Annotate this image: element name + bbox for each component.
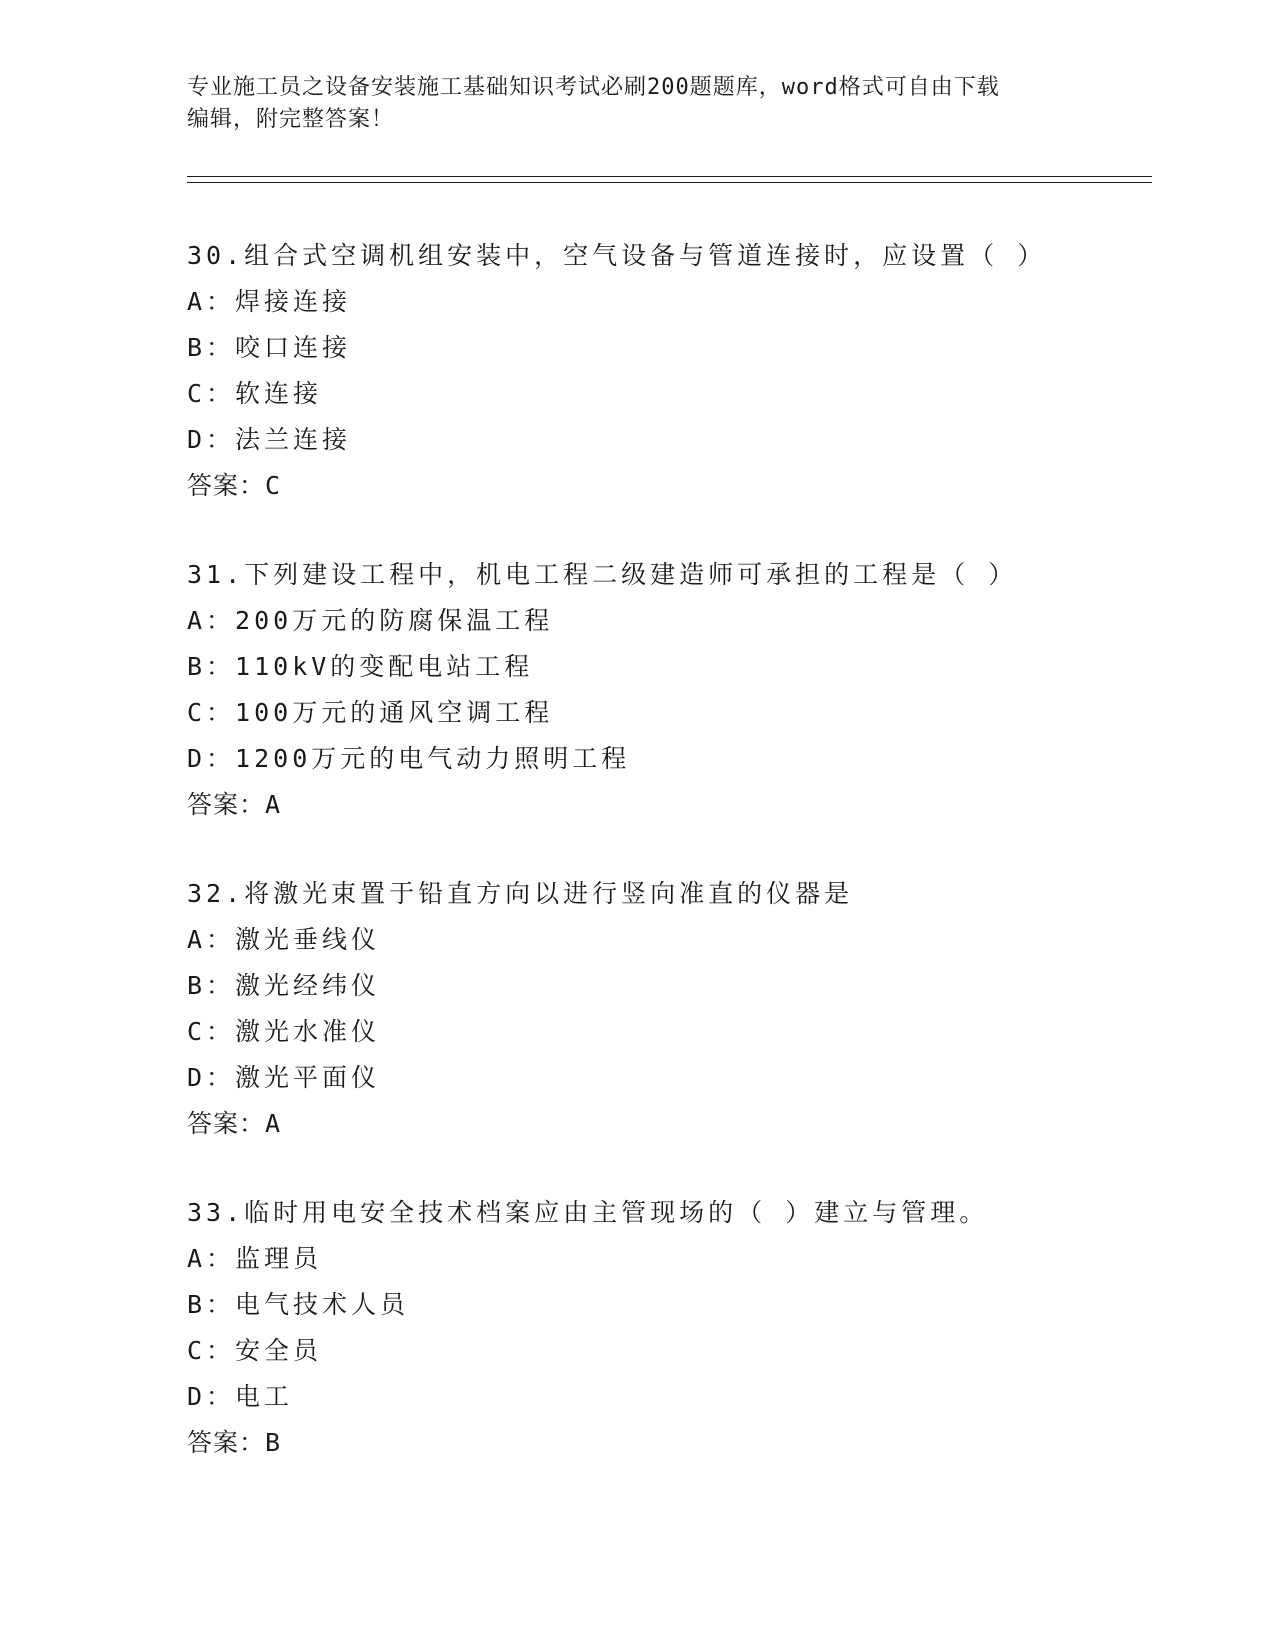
question-stem: 33.临时用电安全技术档案应由主管现场的（ ）建立与管理。	[187, 1198, 989, 1227]
answer-value: B	[265, 1428, 282, 1457]
option-a: A：焊接连接	[187, 287, 352, 316]
option-a: A：200万元的防腐保温工程	[187, 606, 554, 635]
option-a: A：激光垂线仪	[187, 925, 381, 954]
question-31	[187, 552, 1152, 871]
answer-value: A	[265, 1109, 282, 1138]
question-33	[187, 1190, 1152, 1509]
option-d: D：电工	[187, 1382, 294, 1411]
option-c: C：激光水准仪	[187, 1017, 381, 1046]
header-line-2: 编辑，附完整答案！	[187, 107, 395, 132]
header-line-1: 专业施工员之设备安装施工基础知识考试必刷200题题库，word格式可自由下载	[187, 75, 1000, 100]
answer-label: 答案：	[187, 1109, 266, 1138]
option-b: B：咬口连接	[187, 333, 352, 362]
question-32	[187, 871, 1152, 1190]
option-b: B：电气技术人员	[187, 1290, 410, 1319]
option-c: C：安全员	[187, 1336, 323, 1365]
answer-line	[187, 782, 1152, 828]
question-list	[187, 233, 1152, 1509]
question-stem: 31.下列建设工程中，机电工程二级建造师可承担的工程是（ ）	[187, 560, 1018, 589]
option-c: C：软连接	[187, 379, 323, 408]
answer-line	[187, 1420, 1152, 1466]
question-30	[187, 233, 1152, 552]
option-b: B：激光经纬仪	[187, 971, 381, 1000]
option-c: C：100万元的通风空调工程	[187, 698, 554, 727]
option-d: D：1200万元的电气动力照明工程	[187, 744, 631, 773]
document-header	[187, 72, 1087, 136]
header-double-rule	[187, 176, 1152, 183]
answer-line	[187, 463, 1152, 509]
option-b: B：110kV的变配电站工程	[187, 652, 534, 681]
answer-value: C	[265, 471, 282, 500]
option-a: A：监理员	[187, 1244, 323, 1273]
question-stem: 32.将激光束置于铅直方向以进行竖向准直的仪器是	[187, 879, 854, 908]
answer-line	[187, 1101, 1152, 1147]
answer-value: A	[265, 790, 282, 819]
question-stem: 30.组合式空调机组安装中，空气设备与管道连接时，应设置（ ）	[187, 241, 1047, 270]
option-d: D：激光平面仪	[187, 1063, 381, 1092]
option-d: D：法兰连接	[187, 425, 352, 454]
answer-label: 答案：	[187, 790, 266, 819]
answer-label: 答案：	[187, 1428, 266, 1457]
answer-label: 答案：	[187, 471, 266, 500]
